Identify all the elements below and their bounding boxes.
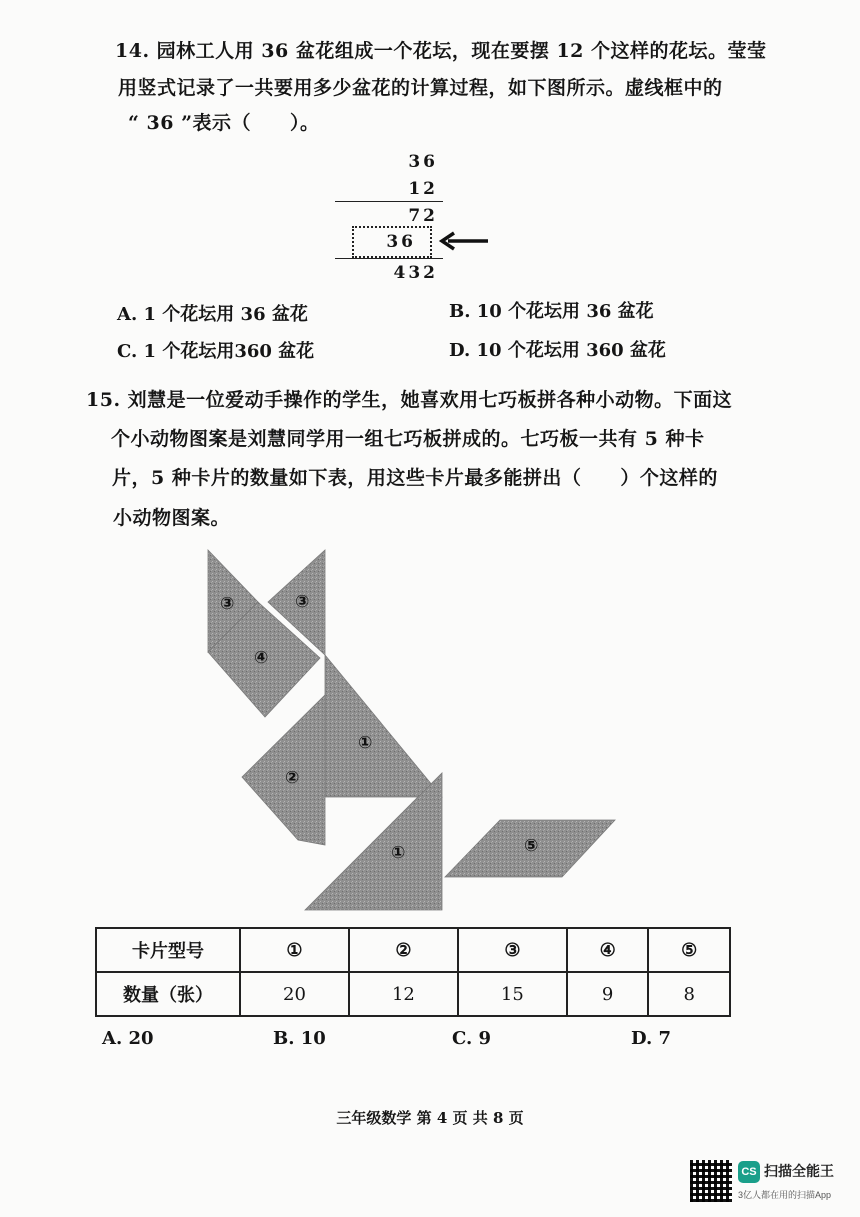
q14-line-2: 用竖式记录了一共要用多少盆花的计算过程，如下图所示。虚线框中的 [118,77,723,99]
table-cell-type: ② [349,928,458,972]
table-row [96,928,730,972]
table-cell-count: 9 [567,972,649,1016]
table-row-label: 数量（张） [96,972,240,1016]
label-2: ② [285,768,300,788]
calc-rule-top [335,201,443,202]
piece-1-body-upper [325,655,442,797]
label-1-lower: ① [391,843,406,863]
label-1-upper: ① [358,733,373,753]
calc-result: 432 [393,263,438,283]
q14-line-3: “ 36 ”表示（ ）。 [128,112,320,134]
table-cell-type: ⑤ [648,928,730,972]
table-row [96,972,730,1016]
page-footer: 三年级数学 第 4 页 共 8 页 [336,1109,524,1127]
table-cell-count: 15 [458,972,567,1016]
q15-line-1: 15. 刘慧是一位爱动手操作的学生，她喜欢用七巧板拼各种小动物。下面这 [86,389,733,411]
q14-option-d[interactable]: D. 10 个花坛用 360 盆花 [449,340,666,361]
q15-option-a[interactable]: A. 20 [102,1028,154,1049]
table-cell-count: 20 [240,972,349,1016]
table-cell-count: 12 [349,972,458,1016]
calc-multiplier: 12 [408,179,438,199]
qr-code-icon [690,1160,732,1202]
q14-option-a[interactable]: A. 1 个花坛用 36 盆花 [117,304,308,325]
q15-option-b[interactable]: B. 10 [273,1028,326,1049]
piece-2-chest [242,695,325,845]
q15-line-2: 个小动物图案是刘慧同学用一组七巧板拼成的。七巧板一共有 5 种卡 [111,428,705,450]
q15-line-3: 片，5 种卡片的数量如下表，用这些卡片最多能拼出（ ）个这样的 [112,467,718,489]
q15-line-4: 小动物图案。 [113,507,231,529]
label-4: ④ [254,648,269,668]
q14-line-1: 14. 园林工人用 36 盆花组成一个花坛，现在要摆 12 个这样的花坛。莹莹 [115,40,767,62]
q14-option-b[interactable]: B. 10 个花坛用 36 盆花 [449,301,654,322]
table-header-label: 卡片型号 [96,928,240,972]
q14-option-c[interactable]: C. 1 个花坛用360 盆花 [117,341,315,362]
q15-option-c[interactable]: C. 9 [452,1028,492,1049]
table-cell-type: ④ [567,928,649,972]
scanner-app-subtitle: 3亿人都在用的扫描App [738,1190,832,1200]
calc-partial-2: 36 [386,232,416,252]
tangram-cat-figure [200,545,620,915]
card-count-table [95,927,731,1017]
scanner-app-title: 扫描全能王 [764,1163,834,1179]
arrow-left-icon [438,230,490,252]
label-5: ⑤ [524,836,539,856]
label-3-right: ③ [295,592,310,612]
calc-partial-1: 72 [408,206,438,226]
table-cell-type: ① [240,928,349,972]
label-3-left: ③ [220,594,235,614]
table-cell-count: 8 [648,972,730,1016]
table-cell-type: ③ [458,928,567,972]
calc-rule-bottom [335,258,443,259]
q15-option-d[interactable]: D. 7 [631,1028,672,1049]
camscanner-logo-icon: CS [738,1161,760,1183]
calc-multiplicand: 36 [408,152,438,172]
